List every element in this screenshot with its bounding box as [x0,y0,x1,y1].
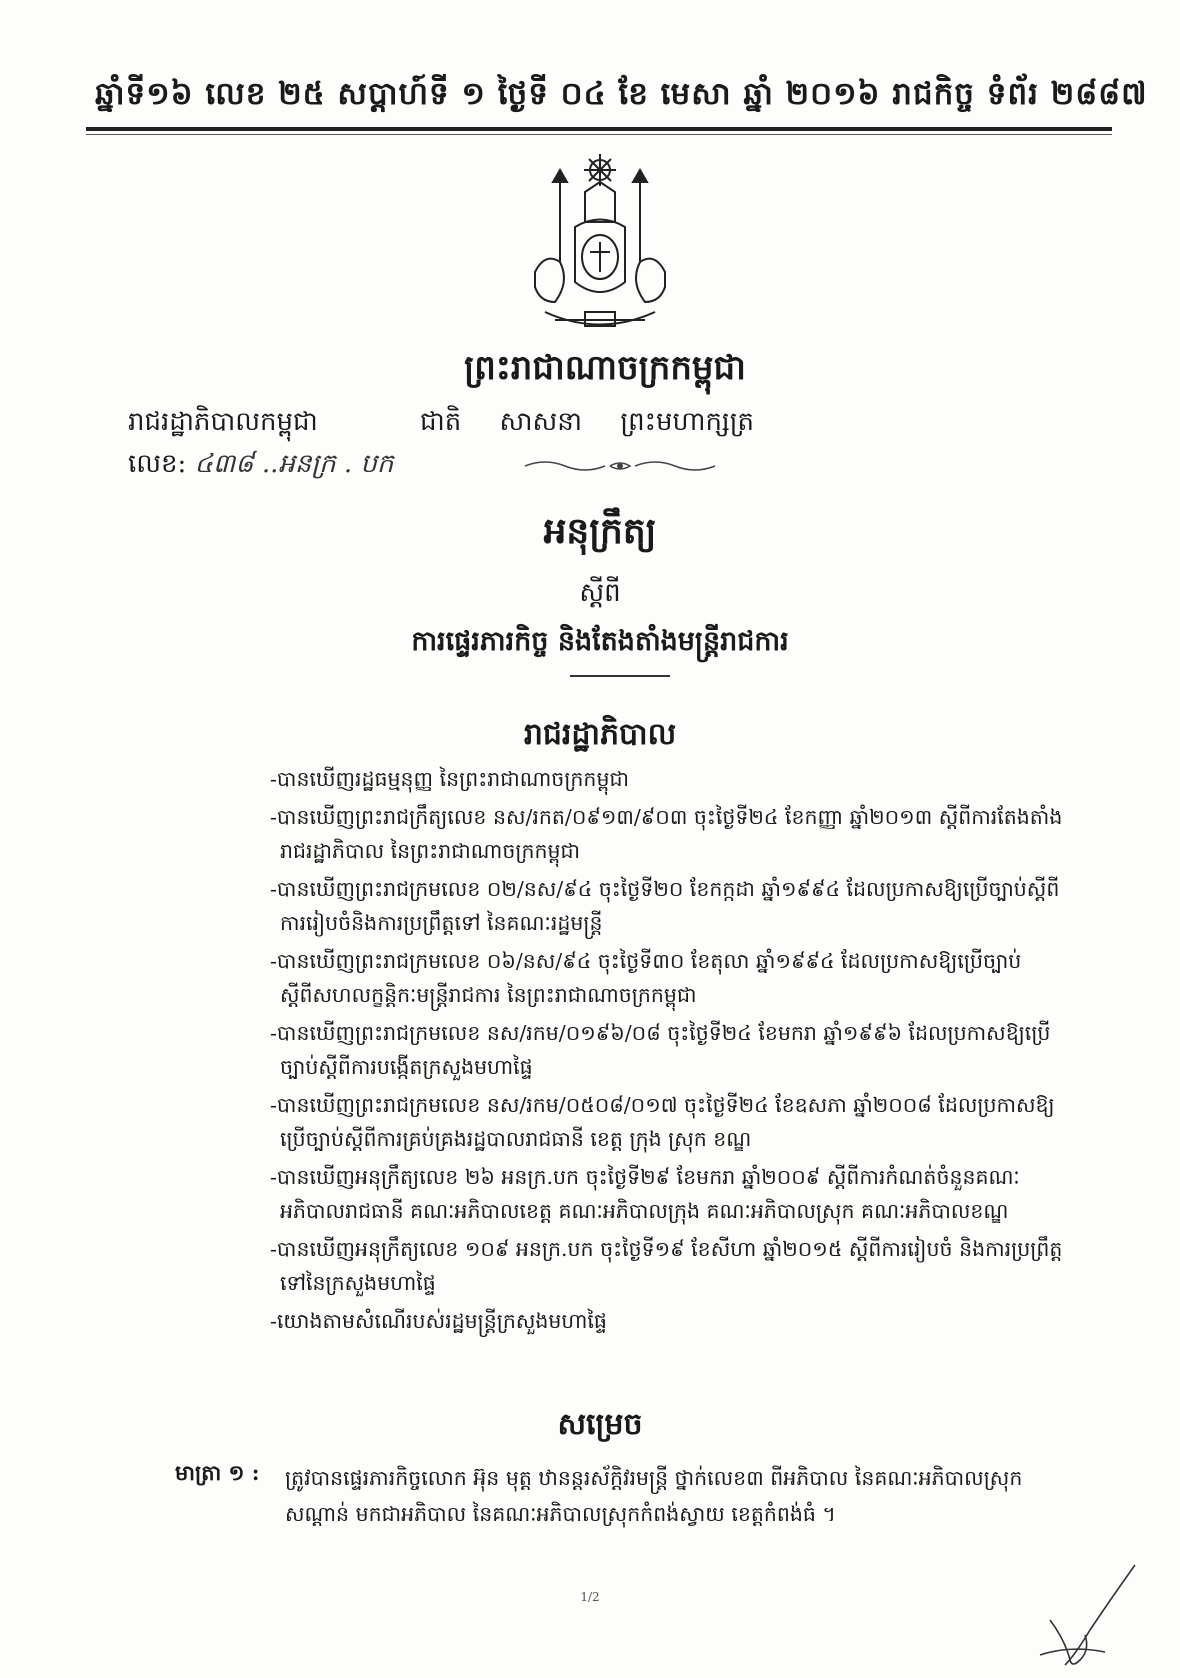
motto-nation: ជាតិ [420,407,462,437]
header-rule [86,127,1112,131]
subject-divider [570,675,670,677]
header-rule-thin [86,134,1112,135]
recital-item: -បានឃើញព្រះរាជក្រមលេខ ០៦/នស/៩៤ ចុះថ្ងៃទី៣០ ខែតុលា ឆ្នាំ១៩៩៤ ដែលប្រកាសឱ្យប្រើច្បាប់ស្តីពីសហលក្ខន្តិកៈមន្ត្រីរាជការ នៃព្រះរាជាណាចក្រកម្ពុជា [270,949,1022,1007]
gazette-header: ឆ្នាំទី១៦ លេខ ២៥ សប្តាហ៍ទី ១ ថ្ងៃទី ០៤ ខែ មេសា ឆ្នាំ ២០១៦ រាជកិច្ច ទំព័រ ២៨៨៧ [95,76,1148,112]
recitals-list [270,762,1070,1342]
subject-prefix: ស្តីពី [579,578,621,608]
document-subject: ការផ្ទេរភារកិច្ច និងតែងតាំងមន្ត្រីរាជការ [411,626,789,657]
recital-item: -បានឃើញព្រះរាជក្រឹត្យលេខ នស/រកត/០៩១៣/៩០៣ ចុះថ្ងៃទី២៤ ខែកញ្ញា ឆ្នាំ២០១៣ ស្តីពីការតែងតាំងរាជរដ្ឋាភិបាល នៃព្រះរាជាណាចក្រកម្ពុជា [270,805,1063,863]
handwritten-signature-icon [1010,1560,1140,1670]
decision-heading: សម្រេច [557,1407,643,1442]
reference-handwritten: ៤៣៨ ..អនក្រ . បក [194,449,394,479]
recital-item: -យោងតាមសំណើរបស់រដ្ឋមន្ត្រីក្រសួងមហាផ្ទៃ [270,1309,607,1333]
article-text: ត្រូវបានផ្ទេរភារកិច្ចលោក អ៊ុន មុត្ត ឋានន្តរស័ក្តិវរមន្ត្រី ថ្នាក់លេខ៣ ពីអភិបាល នៃគណៈអភិបាលស្រុកសណ្តាន់ មកជាអភិបាល នៃគណៈអភិបាលស្រុកកំពង់ស្វាយ ខេត្តកំពង់ធំ ។ [285,1466,1023,1526]
national-motto [420,405,820,443]
reference-prefix: លេខ: [128,449,187,479]
recital-item: -បានឃើញអនុក្រឹត្យលេខ ២៦ អនក្រ.បក ចុះថ្ងៃទី២៩ ខែមករា ឆ្នាំ២០០៩ ស្តីពីការកំណត់ចំនួនគណៈអភិបាលរាជធានី គណៈអភិបាលខេត្ត គណៈអភិបាលក្រុង គណៈអភិបាលស្រុក គណៈអភិបាលខណ្ឌ [270,1165,1020,1223]
motto-king: ព្រះមហាក្សត្រ [620,407,755,437]
royal-arms-emblem-icon [525,152,675,342]
ornament-divider-icon [520,458,720,474]
recital-item: -បានឃើញព្រះរាជក្រមលេខ នស/រកម/០៥០៨/០១៧ ចុះថ្ងៃទី២៤ ខែឧសភា ឆ្នាំ២០០៨ ដែលប្រកាសឱ្យប្រើច្បាប់ស្តីពីការគ្រប់គ្រងរដ្ឋបាលរាជធានី ខេត្ត ក្រុង ស្រុក ខណ្ឌ [270,1093,1055,1151]
recital-item: -បានឃើញរដ្ឋធម្មនុញ្ញ នៃព្រះរាជាណាចក្រកម្ពុជា [270,767,629,791]
issuer-label: រាជរដ្ឋាភិបាលកម្ពុជា [128,407,318,437]
recital-item: -បានឃើញព្រះរាជក្រមលេខ នស/រកម/០១៩៦/០៨ ចុះថ្ងៃទី២៤ ខែមករា ឆ្នាំ១៩៩៦ ដែលប្រកាសឱ្យប្រើច្បាប់ស្តីពីការបង្កើតក្រសួងមហាផ្ទៃ [270,1021,1051,1079]
reference-number [128,447,393,485]
document-type: អនុក្រឹត្យ [543,510,657,552]
recital-item: -បានឃើញអនុក្រឹត្យលេខ ១០៩ អនក្រ.បក ចុះថ្ងៃទី១៩ ខែសីហា ឆ្នាំ២០១៥ ស្តីពីការរៀបចំ និងការប្រព្រឹត្តទៅនៃក្រសួងមហាផ្ទៃ [270,1237,1063,1295]
kingdom-title: ព្រះរាជាណាចក្រកម្ពុជា [464,348,746,388]
article-label: មាត្រា ១ : [175,1460,260,1485]
motto-religion: សាសនា [499,407,583,437]
page-number: 1/2 [580,1590,600,1604]
recital-item: -បានឃើញព្រះរាជក្រមលេខ ០២/នស/៩៤ ចុះថ្ងៃទី២០ ខែកក្កដា ឆ្នាំ១៩៩៤ ដែលប្រកាសឱ្យប្រើច្បាប់ស្តីពីការរៀបចំនិងការប្រព្រឹត្តទៅ នៃគណៈរដ្ឋមន្ត្រី [270,877,1060,935]
issuing-authority: រាជរដ្ឋាភិបាល [523,717,677,752]
